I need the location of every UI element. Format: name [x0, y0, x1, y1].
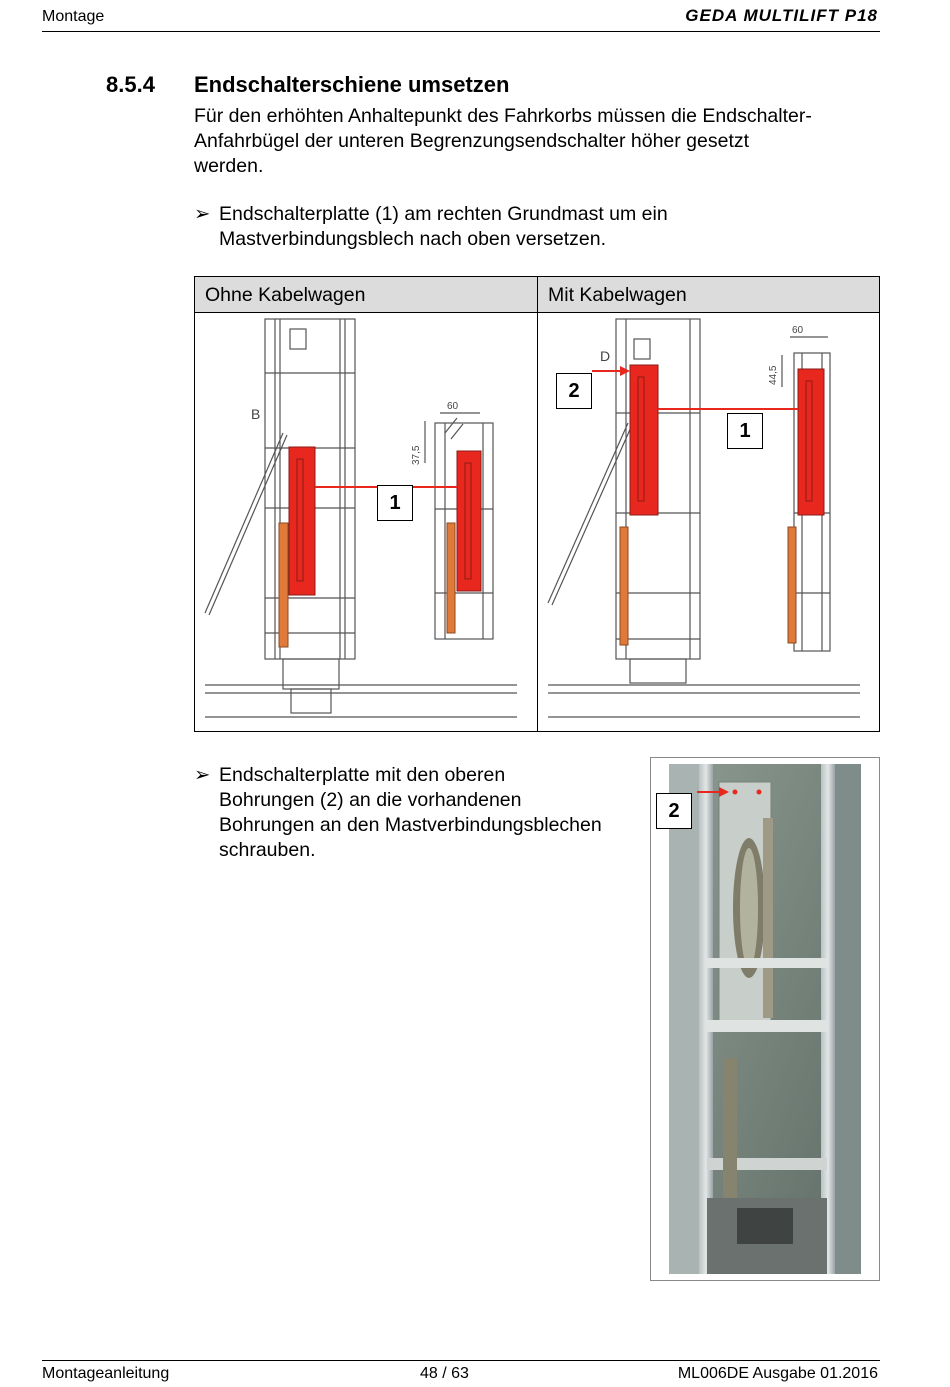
intro-line: werden. [194, 155, 264, 177]
dimension-44-5: 44,5 [768, 365, 779, 385]
bullet-line: schrauben. [219, 839, 316, 861]
footer-document-id: ML006DE Ausgabe 01.2016 [677, 1365, 878, 1382]
callout-1: 1 [377, 485, 413, 521]
drawing-ohne-kabelwagen [195, 313, 537, 731]
bullet-line: Endschalterplatte (1) am rechten Grundmast um ein [219, 203, 668, 225]
comparison-table [194, 276, 880, 732]
bullet-line: Endschalterplatte mit den oberen [219, 764, 506, 786]
bullet-line: Mastverbindungsblech nach oben versetzen. [219, 228, 606, 250]
section-title: Endschalterschiene umsetzen [194, 72, 510, 97]
bullet-arrow-icon: ➢ [194, 203, 211, 225]
drawing-mit-kabelwagen [538, 313, 879, 731]
cam-rail-detail [788, 527, 796, 643]
table-header-ohne-kabelwagen: Ohne Kabelwagen [205, 284, 366, 306]
table-header-mit-kabelwagen: Mit Kabelwagen [548, 284, 687, 306]
bullet-line: Bohrungen (2) an die vorhandenen [219, 789, 522, 811]
header-section-label: Montage [42, 8, 105, 25]
bullet-arrow-icon: ➢ [194, 764, 211, 786]
mast-drawing-1 [195, 313, 537, 731]
brand-logo: GEDA MULTILIFT P18 [685, 6, 878, 25]
callout-2: 2 [656, 793, 692, 829]
view-label-d: D [600, 348, 611, 364]
bullet-line: Bohrungen an den Mastverbindungsblechen [219, 814, 602, 836]
dimension-60: 60 [447, 401, 459, 412]
instruction-bullet [194, 763, 654, 865]
mast-photo [651, 758, 879, 1280]
footer-page-number: 48 / 63 [420, 1365, 469, 1382]
footer-rule [42, 1360, 880, 1361]
limit-switch-plate-detail [457, 451, 481, 591]
installation-photo [650, 757, 880, 1281]
cam-rail-detail [447, 523, 455, 633]
intro-line: Anfahrbügel der unteren Begrenzungsendschalter höher gesetzt [194, 130, 750, 152]
instruction-bullet [194, 202, 874, 254]
cam-rail [620, 527, 628, 645]
cam-rail [279, 523, 288, 647]
callout-1: 1 [727, 413, 763, 449]
limit-switch-plate [289, 447, 315, 595]
footer-document-title: Montageanleitung [42, 1365, 170, 1382]
arrowhead-icon [620, 366, 630, 376]
limit-switch-plate-detail [798, 369, 824, 515]
callout-2: 2 [556, 373, 592, 409]
header-rule [42, 31, 880, 32]
view-label-b: B [251, 406, 261, 422]
dimension-37-5: 37,5 [411, 445, 422, 465]
dimension-60: 60 [792, 325, 804, 336]
intro-paragraph [194, 104, 884, 179]
intro-line: Für den erhöhten Anhaltepunkt des Fahrkorbs müssen die Endschalter- [194, 105, 812, 127]
section-number: 8.5.4 [106, 72, 155, 97]
